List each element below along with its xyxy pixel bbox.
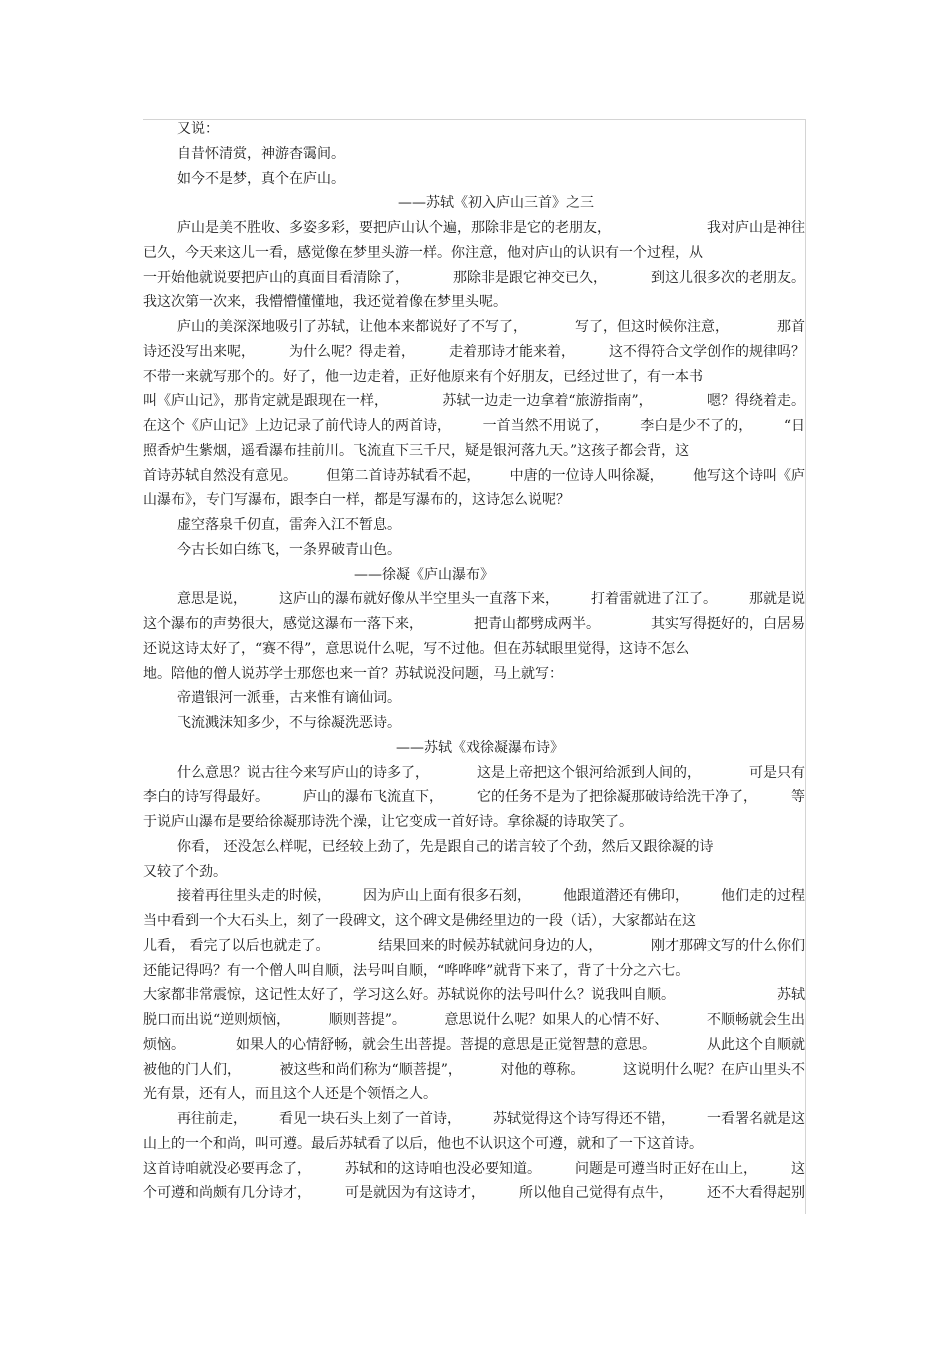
text-line: 诗还没写出来呢， 为什么呢？得走着， 走着那诗才能来着， 这不得符合文学创作的规律吗？: [143, 343, 805, 360]
text-line: 还说这诗太好了，“赛不得”，意思说什么呢，写不过他。但在苏轼眼里觉得，这诗不怎么: [143, 640, 690, 657]
text-line: 我这次第一次来，我懵懵懂懂地，我还觉着像在梦里头呢。: [143, 294, 507, 311]
text-line: 意思是说， 这庐山的瀑布就好像从半空里头一直落下来， 打着雷就进了江了。 那就是说: [177, 591, 805, 608]
text-line: 山瀑布》，专门写瀑布，跟李白一样，都是写瀑布的，这诗怎么说呢？: [143, 492, 570, 509]
text-line: 当中看到一个大石头上，刻了一段碑文，这个碑文是佛经里边的一段（话），大家都站在这: [143, 913, 696, 929]
poem-line: 飞流溅沫知多少，不与徐凝洗恶诗。: [177, 715, 401, 731]
poem-attribution: ——苏轼《戏徐凝瀑布诗》: [396, 739, 564, 756]
text-line: 大家都非常震惊，这记性太好了，学习这么好。苏轼说你的法号叫什么？说我叫自顺。 苏轼: [143, 987, 805, 1004]
text-line: 儿看， 看完了以后也就走了。 结果回来的时候苏轼就问身边的人， 刚才那碑文写的什么你们: [143, 937, 805, 954]
text-line: 还能记得吗？有一个僧人叫自顺，法号叫自顺，“哗哗哗”就背下来了，背了十分之六七。: [143, 962, 690, 979]
text-line: 在这个《庐山记》上边记录了前代诗人的两首诗， 一首当然不用说了， 李白是少不了的， “日: [143, 418, 805, 434]
text-line: 一开始他就说要把庐山的真面目看清除了， 那除非是跟它神交已久， 到这儿很多次的老朋友。: [143, 269, 805, 286]
poem-attribution: ——徐凝《庐山瀑布》: [354, 566, 494, 583]
text-line: 再往前走， 看见一块石头上刻了一首诗， 苏轼觉得这个诗写得还不错， 一看署名就是这: [177, 1111, 805, 1127]
text-line: 又说：: [177, 121, 219, 137]
text-line: 什么意思？说古往今来写庐山的诗多了， 这是上帝把这个银河给派到人间的， 可是只有: [177, 764, 805, 781]
text-line: 李白的诗写得最好。 庐山的瀑布飞流直下， 它的任务不是为了把徐凝那破诗给洗干净了， 等: [143, 789, 805, 806]
text-line: 这首诗咱就没必要再念了， 苏轼和的这诗咱也没必要知道。 问题是可遵当时正好在山上， 这: [143, 1160, 805, 1177]
text-line: 你看， 还没怎么样呢，已经较上劲了，先是跟自己的诺言较了个劲，然后又跟徐凝的诗: [177, 838, 714, 855]
text-line: 光有景，还有人，而且这个人还是个领悟之人。: [143, 1086, 437, 1103]
text-line: 接着再往里头走的时候， 因为庐山上面有很多石刻， 他跟道潜还有佛印， 他们走的过程: [177, 888, 805, 905]
text-line: 脱口而出说“逆则烦恼， 顺则菩提”。 意思说什么呢？如果人的心情不好、 不顺畅就会生出: [143, 1012, 805, 1028]
text-line: 叫《庐山记》，那肯定就是跟现在一样， 苏轼一边走一边拿着“旅游指南”， 嗯？得绕着走。: [143, 393, 805, 410]
text-line: 山上的一个和尚，叫可遵。最后苏轼看了以后，他也不认识这个可遵，就和了一下这首诗。: [143, 1135, 703, 1152]
text-line: 个可遵和尚颇有几分诗才， 可是就因为有这诗才， 所以他自己觉得有点牛， 还不大看得起别: [143, 1185, 805, 1202]
text-line: 这个瀑布的声势很大，感觉这瀑布一落下来， 把青山都劈成两半。 其实写得挺好的，白居易: [143, 616, 805, 632]
text-line: 庐山是美不胜收、多姿多彩，要把庐山认个遍，那除非是它的老朋友， 我对庐山是神往: [177, 220, 805, 236]
text-line: 于说庐山瀑布是要给徐凝那诗洗个澡，让它变成一首好诗。拿徐凝的诗取笑了。: [143, 814, 633, 830]
poem-line: 帝遣银河一派垂，古来惟有谪仙词。: [177, 690, 401, 707]
text-line: 庐山的美深深地吸引了苏轼，让他本来都说好了不写了， 写了，但这时候你注意， 那首: [177, 319, 805, 335]
text-line: 被他的门人们， 被这些和尚们称为“顺菩提”， 对他的尊称。 这说明什么呢？在庐山里头不: [143, 1061, 805, 1078]
poem-line: 今古长如白练飞，一条界破青山色。: [177, 541, 401, 558]
text-line: 地。陪他的僧人说苏学士那您也来一首？苏轼说没问题，马上就写：: [143, 665, 563, 682]
text-line: 照香炉生紫烟，遥看瀑布挂前川。飞流直下三千尺，疑是银河落九天。”这孩子都会背，这: [143, 442, 690, 459]
poem-line: 如今不是梦，真个在庐山。: [177, 170, 345, 187]
text-line: 又较了个劲。: [143, 863, 227, 880]
document-body: [143, 117, 805, 1206]
text-line: 首诗苏轼自然没有意见。 但第二首诗苏轼看不起， 中唐的一位诗人叫徐凝， 他写这个诗叫《庐: [143, 467, 805, 484]
text-line: 不带一来就写那个的。好了，他一边走着，正好他原来有个好朋友，已经过世了，有一本书: [143, 368, 703, 385]
text-line: 烦恼。 如果人的心情舒畅，就会生出菩提。菩提的意思是正觉智慧的意思。 从此这个自顺就: [143, 1036, 805, 1053]
poem-attribution: ——苏轼《初入庐山三首》之三: [398, 195, 594, 212]
poem-line: 虚空落泉千仞直，雷奔入江不暂息。: [177, 517, 401, 533]
text-line: 已久，今天来这儿一看，感觉像在梦里头游一样。你注意，他对庐山的认识有一个过程，从: [143, 244, 703, 261]
poem-line: 自昔怀清赏，神游杳霭间。: [177, 145, 345, 162]
